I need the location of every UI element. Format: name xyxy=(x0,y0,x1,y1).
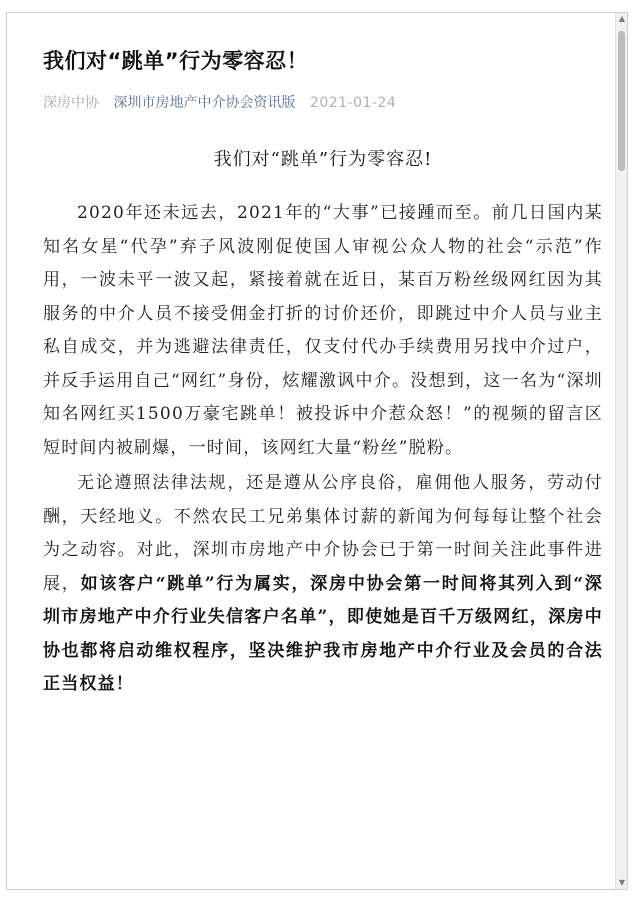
scroll-down-arrow-icon[interactable]: ▼ xyxy=(618,878,626,887)
body-heading: 我们对“跳单”行为零容忍! xyxy=(213,149,433,170)
paragraph-1: 2020年还未远去，2021年的“大事”已接踵而至。前几日国内某知名女星“代孕”弃子风波刚促使国人审视公众人物的社会“示范”作用，一波未平一波又起，紧接着就在近日，某百万粉丝级网红因为其服务的中介人员不接受佣金打折的讨价还价，即跳过中介人员与业主私自成交，并为逃避法律责任，仅支付代办手续费用另找中介过户，并反手运用自己“网红”身份，炫耀激讽中介。没想到，这一名为“深圳知名网红买1500万豪宅跳单！被投诉中介惹众怒！”的视频的留言区短时间内被刷爆，一时间，该网红大量“粉丝”脱粉。 xyxy=(43,203,603,458)
paragraph-2 xyxy=(43,467,603,702)
article-meta xyxy=(43,93,603,113)
publish-date: 2021-01-24 xyxy=(309,95,397,111)
scroll-up-arrow-icon[interactable]: ▲ xyxy=(618,14,626,23)
scroll-thumb[interactable] xyxy=(618,31,625,171)
article-content xyxy=(43,13,603,702)
account-name-link[interactable]: 深圳市房地产中介协会资讯版 xyxy=(113,95,296,111)
article-window xyxy=(6,12,628,890)
paragraph-2-bold-text: 如该客户“跳单”行为属实，深房中协会第一时间将其列入到“深圳市房地产中介行业失信客户名单”，即使她是百千万级网红，深房中协也都将启动维权程序，坚决维护我市房地产中介行业及会员的合法正当权益！ xyxy=(43,573,604,694)
vertical-scrollbar[interactable] xyxy=(615,13,627,889)
paragraph-2-text: 无论遵照法律法规，还是遵从公序良俗，雇佣他人服务，劳动付酬，天经地义。不然农民工兄弟集体讨薪的新闻为何每每让整个社会为之动容。对此，深圳市房地产中介协会已于第一时间关注此事件进展， xyxy=(43,473,603,594)
article-title: 我们对“跳单”行为零容忍！ xyxy=(43,49,309,73)
meta-source: 深房中协 xyxy=(43,95,99,111)
